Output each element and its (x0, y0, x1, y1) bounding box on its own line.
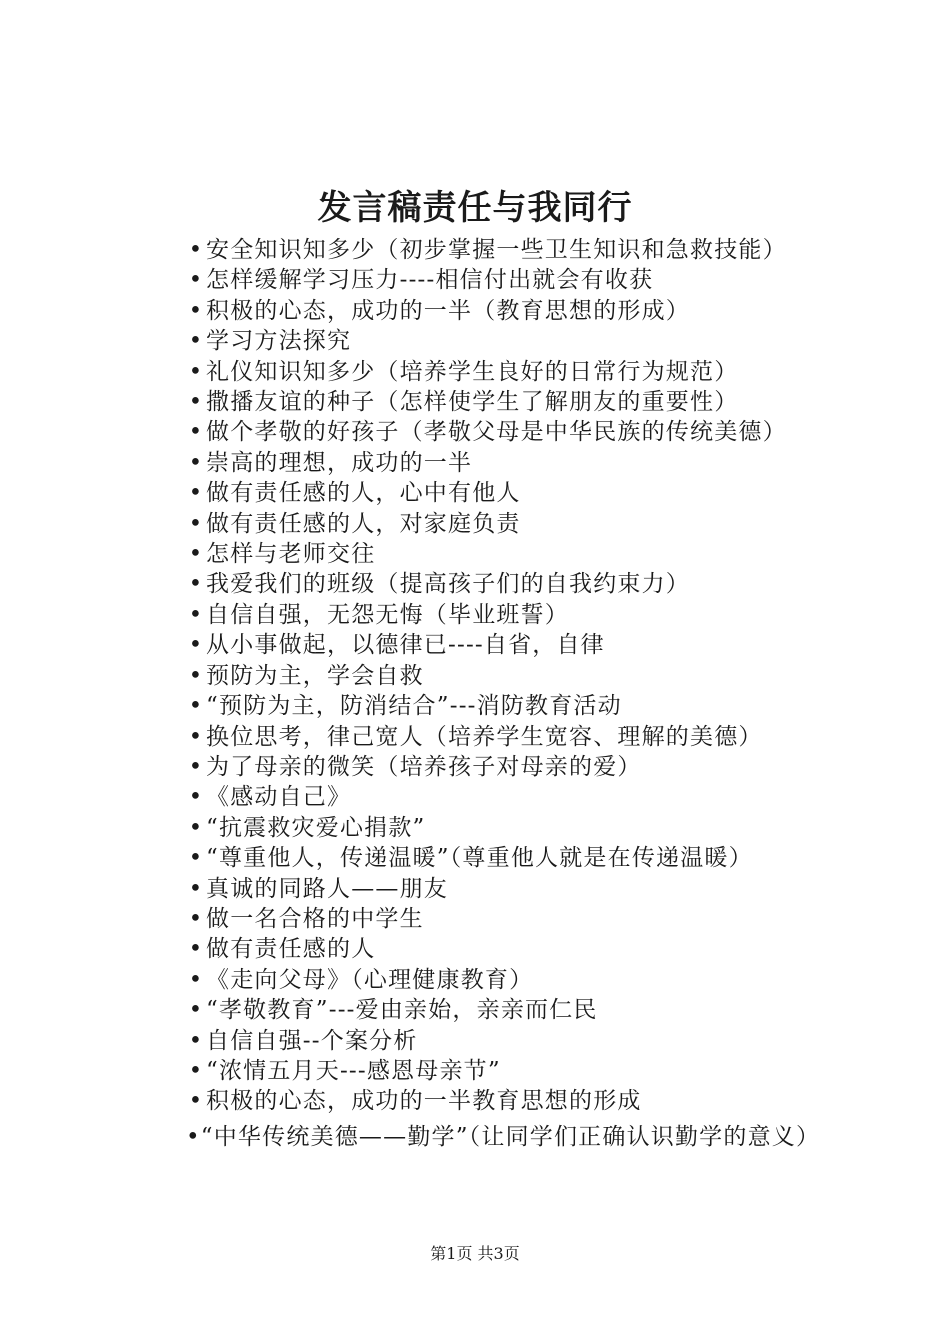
bullet-icon: • (188, 1027, 204, 1054)
bullet-icon: • (188, 601, 204, 628)
topic-list-item-text: 预防为主，学会自救 (206, 662, 424, 689)
topic-list-item-text: 积极的心态，成功的一半教育思想的形成 (206, 1088, 642, 1115)
topic-list-item-text: 怎样与老师交往 (206, 541, 376, 568)
topic-list-item-text: 换位思考，律己宽人（培养学生宽容、理解的美德） (206, 723, 763, 750)
topic-list-item (186, 1056, 866, 1086)
topic-list-item (186, 296, 866, 326)
bullet-icon: • (188, 784, 204, 811)
topic-list-item-text: 自信自强--个案分析 (206, 1027, 418, 1054)
bullet-icon: • (188, 905, 204, 932)
topic-list-item-text: “预防为主，防消结合”---消防教育活动 (206, 693, 622, 720)
bullet-icon: • (188, 1057, 204, 1084)
topic-list-item-text: 安全知识知多少（初步掌握一些卫生知识和急救技能） (206, 237, 787, 263)
topic-list-item-text: 撒播友谊的种子（怎样使学生了解朋友的重要性） (206, 389, 739, 416)
topic-list-item (186, 1026, 866, 1056)
bullet-icon: • (188, 328, 204, 355)
bullet-icon: • (188, 267, 204, 294)
topic-list-item-text: 礼仪知识知多少（培养学生良好的日常行为规范） (206, 358, 739, 385)
bullet-icon: • (188, 753, 204, 780)
topic-list (186, 235, 866, 1117)
topic-list-item-text: 做一名合格的中学生 (206, 905, 424, 932)
topic-list-item-text: 从小事做起，以德律已----自省，自律 (206, 632, 605, 659)
topic-list-item (186, 965, 866, 995)
topic-list-item (186, 874, 866, 904)
topic-list-item-text: “孝敬教育”---爱由亲始，亲亲而仁民 (206, 997, 598, 1024)
topic-list-item (186, 539, 866, 569)
bullet-icon: • (188, 845, 204, 872)
page-number-footer: 第1页 共3页 (430, 1244, 520, 1263)
topic-list-item-text: 《感动自己》 (206, 784, 352, 811)
topic-list-item (186, 326, 866, 356)
topic-list-item-text: 《走向父母》（心理健康教育） (206, 966, 534, 993)
topic-list-item-text: “尊重他人，传递温暖”（尊重他人就是在传递温暖） (206, 845, 753, 872)
topic-list-item-text: “浓情五月天---感恩母亲节” (206, 1057, 501, 1084)
topic-list-item-text: 自信自强，无怨无悔（毕业班誓） (206, 601, 569, 628)
topic-list-item (186, 448, 866, 478)
bullet-icon: • (188, 297, 204, 324)
bullet-icon: • (188, 358, 204, 385)
topic-list-item-text: 我爱我们的班级（提高孩子们的自我约束力） (206, 571, 690, 598)
bullet-icon: • (188, 1088, 204, 1115)
bullet-icon: • (188, 814, 204, 841)
topic-list-item (186, 691, 866, 721)
topic-list-item (186, 843, 866, 873)
topic-list-item-wrapped: •“中华传统美德——勤学”（让同学们正确认识勤学的意义） (186, 1124, 821, 1150)
bullet-icon: • (188, 966, 204, 993)
topic-list-item (186, 478, 866, 508)
topic-list-item (186, 661, 866, 691)
bullet-icon: • (188, 875, 204, 902)
topic-list-item-text: 做个孝敬的好孩子（孝敬父母是中华民族的传统美德） (206, 419, 787, 446)
bullet-icon: • (188, 723, 204, 750)
topic-list-item (186, 600, 866, 630)
topic-list-item (186, 630, 866, 660)
topic-list-item-text: 做有责任感的人，对家庭负责 (206, 510, 521, 537)
topic-list-item-text: 为了母亲的微笑（培养孩子对母亲的爱） (206, 753, 642, 780)
bullet-icon: • (188, 571, 204, 598)
topic-list-item (186, 1086, 866, 1116)
topic-list-item-text: 积极的心态，成功的一半（教育思想的形成） (206, 297, 690, 324)
topic-list-item (186, 509, 866, 539)
topic-list-item-text: 怎样缓解学习压力----相信付出就会有收获 (206, 267, 654, 294)
bullet-icon: • (188, 662, 204, 689)
topic-list-item-text: 做有责任感的人 (206, 936, 376, 963)
topic-list-item (186, 782, 866, 812)
topic-list-item (186, 904, 866, 934)
topic-list-item (186, 417, 866, 447)
bullet-icon: • (188, 510, 204, 537)
topic-list-item-text: 学习方法探究 (206, 328, 352, 355)
topic-list-item (186, 265, 866, 295)
topic-list-item (186, 722, 866, 752)
bullet-icon: • (188, 237, 204, 263)
document-title: 发言稿责任与我同行 (317, 188, 633, 228)
topic-list-item (186, 569, 866, 599)
topic-list-item-text: 崇高的理想，成功的一半 (206, 449, 473, 476)
topic-list-item (186, 752, 866, 782)
topic-list-item (186, 813, 866, 843)
bullet-icon: • (188, 480, 204, 507)
bullet-icon: • (188, 997, 204, 1024)
topic-list-item (186, 934, 866, 964)
topic-list-item (186, 357, 866, 387)
bullet-icon: • (188, 936, 204, 963)
bullet-icon: • (188, 693, 204, 720)
topic-list-item (186, 995, 866, 1025)
bullet-icon: • (188, 389, 204, 416)
topic-list-item-text: 真诚的同路人——朋友 (206, 875, 448, 902)
bullet-icon: • (188, 449, 204, 476)
bullet-icon: • (188, 419, 204, 446)
bullet-icon: • (188, 632, 204, 659)
topic-list-item (186, 387, 866, 417)
topic-list-item-text: “抗震救灾爱心捐款” (206, 814, 426, 841)
topic-list-item-text: 做有责任感的人，心中有他人 (206, 480, 521, 507)
topic-list-item (186, 235, 866, 265)
bullet-icon: • (188, 541, 204, 568)
